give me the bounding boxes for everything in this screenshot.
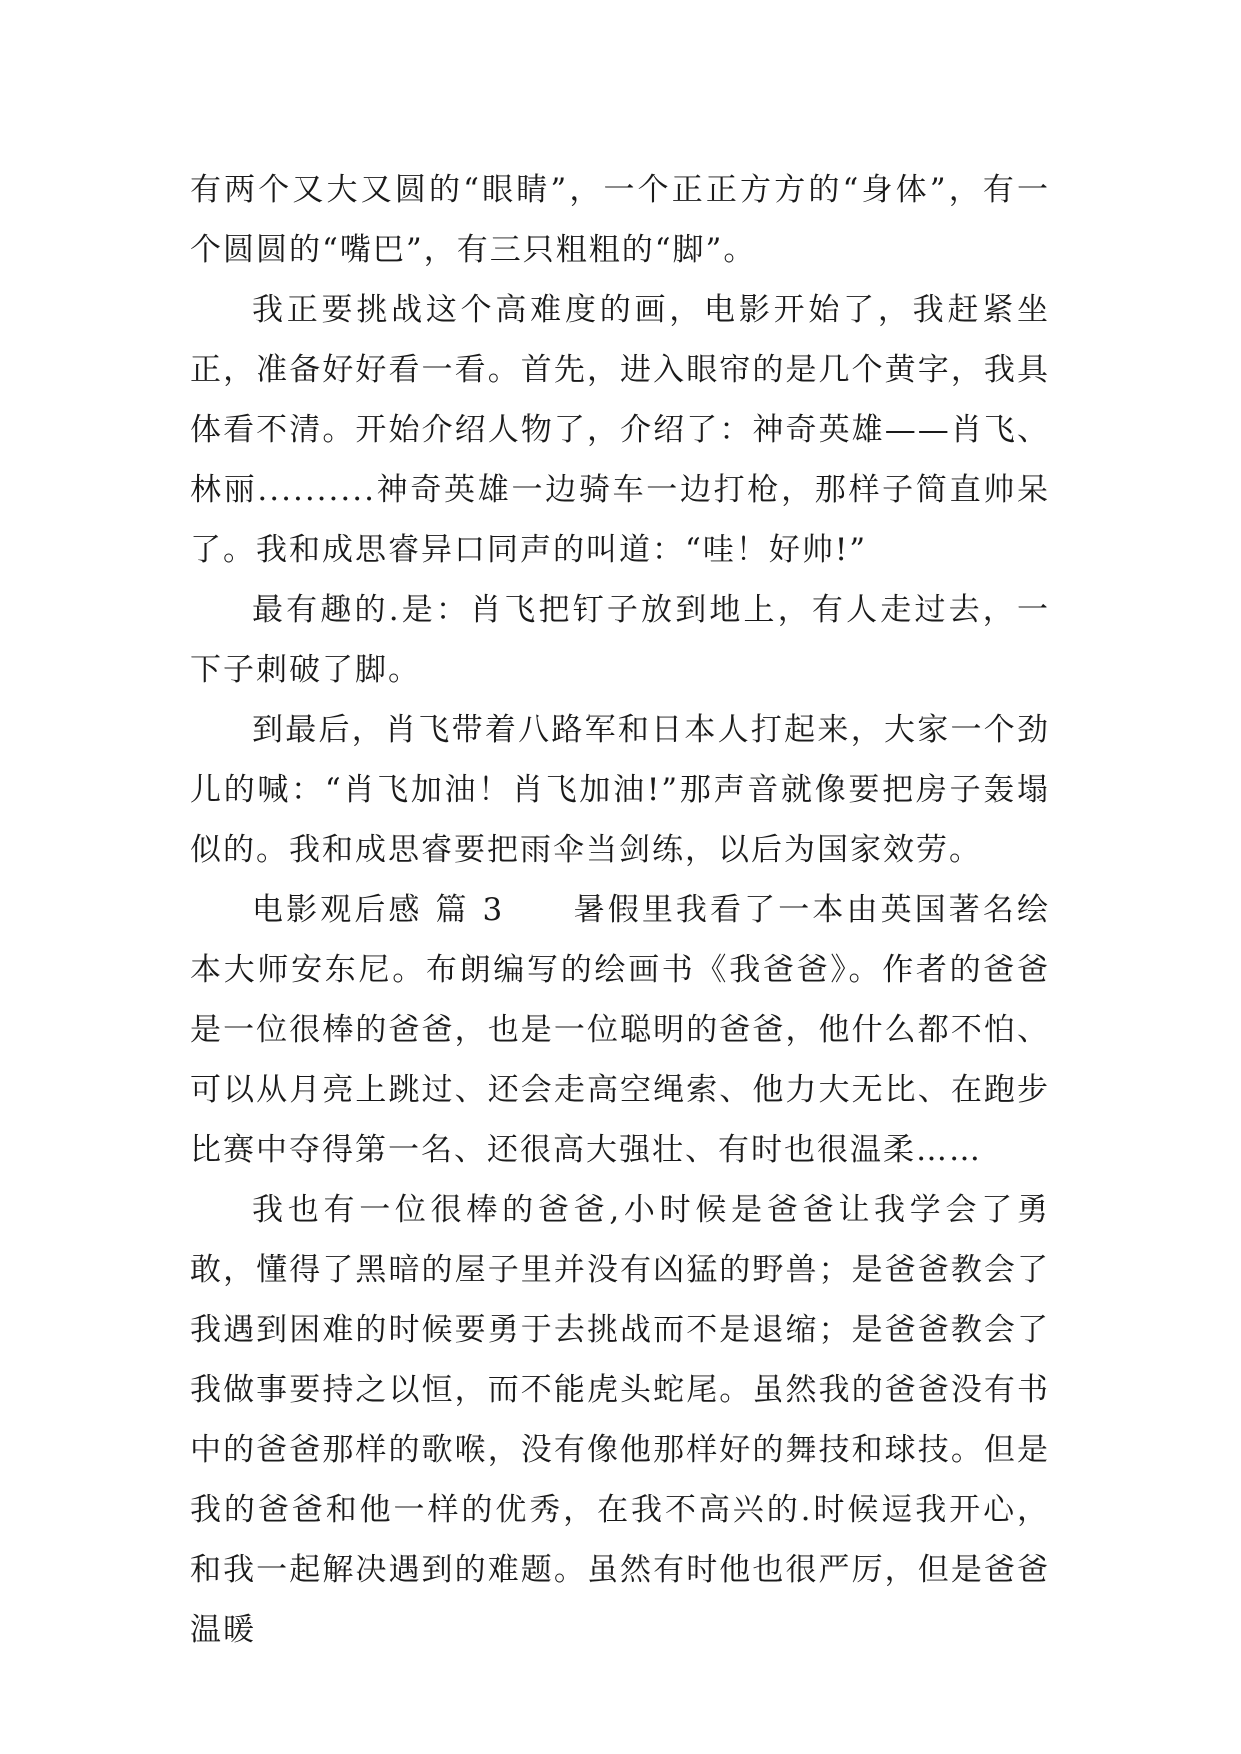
- paragraph-6: 我也有一位很棒的爸爸,小时候是爸爸让我学会了勇敢，懂得了黑暗的屋子里并没有凶猛的野兽；是爸爸教会了我遇到困难的时候要勇于去挑战而不是退缩；是爸爸教会了我做事要持之以恒，而不能虎头蛇尾。虽然我的爸爸没有书中的爸爸那样的歌喉，没有像他那样好的舞技和球技。但是我的爸爸和他一样的优秀，在我不高兴的.时候逗我开心，和我一起解决遇到的难题。虽然有时他也很严厉，但是爸爸温暖: [190, 1192, 1050, 1648]
- document-body: [190, 160, 1050, 1660]
- paragraph-4: 到最后，肖飞带着八路军和日本人打起来，大家一个劲儿的喊：“肖飞加油！肖飞加油!”那声音就像要把房子轰塌似的。我和成思睿要把雨伞当剑练，以后为国家效劳。: [190, 712, 1050, 868]
- paragraph-2: 我正要挑战这个高难度的画，电影开始了，我赶紧坐正，准备好好看一看。首先，进入眼帘的是几个黄字，我具体看不清。开始介绍人物了，介绍了：神奇英雄——肖飞、林丽..........神奇英雄一边骑车一边打枪，那样子简直帅呆了。我和成思睿异口同声的叫道：“哇！好帅!”: [190, 292, 1050, 568]
- paragraph-1: 有两个又大又圆的“眼睛”，一个正正方方的“身体”，有一个圆圆的“嘴巴”，有三只粗粗的“脚”。: [190, 172, 1050, 268]
- paragraph-3: 最有趣的.是：肖飞把钉子放到地上，有人走过去，一下子刺破了脚。: [190, 592, 1050, 688]
- paragraph-5: 电影观后感 篇 3 暑假里我看了一本由英国著名绘本大师安东尼。布朗编写的绘画书《我爸爸》。作者的爸爸是一位很棒的爸爸，也是一位聪明的爸爸，他什么都不怕、可以从月亮上跳过、还会走高空绳索、他力大无比、在跑步比赛中夺得第一名、还很高大强壮、有时也很温柔……: [190, 892, 1050, 1168]
